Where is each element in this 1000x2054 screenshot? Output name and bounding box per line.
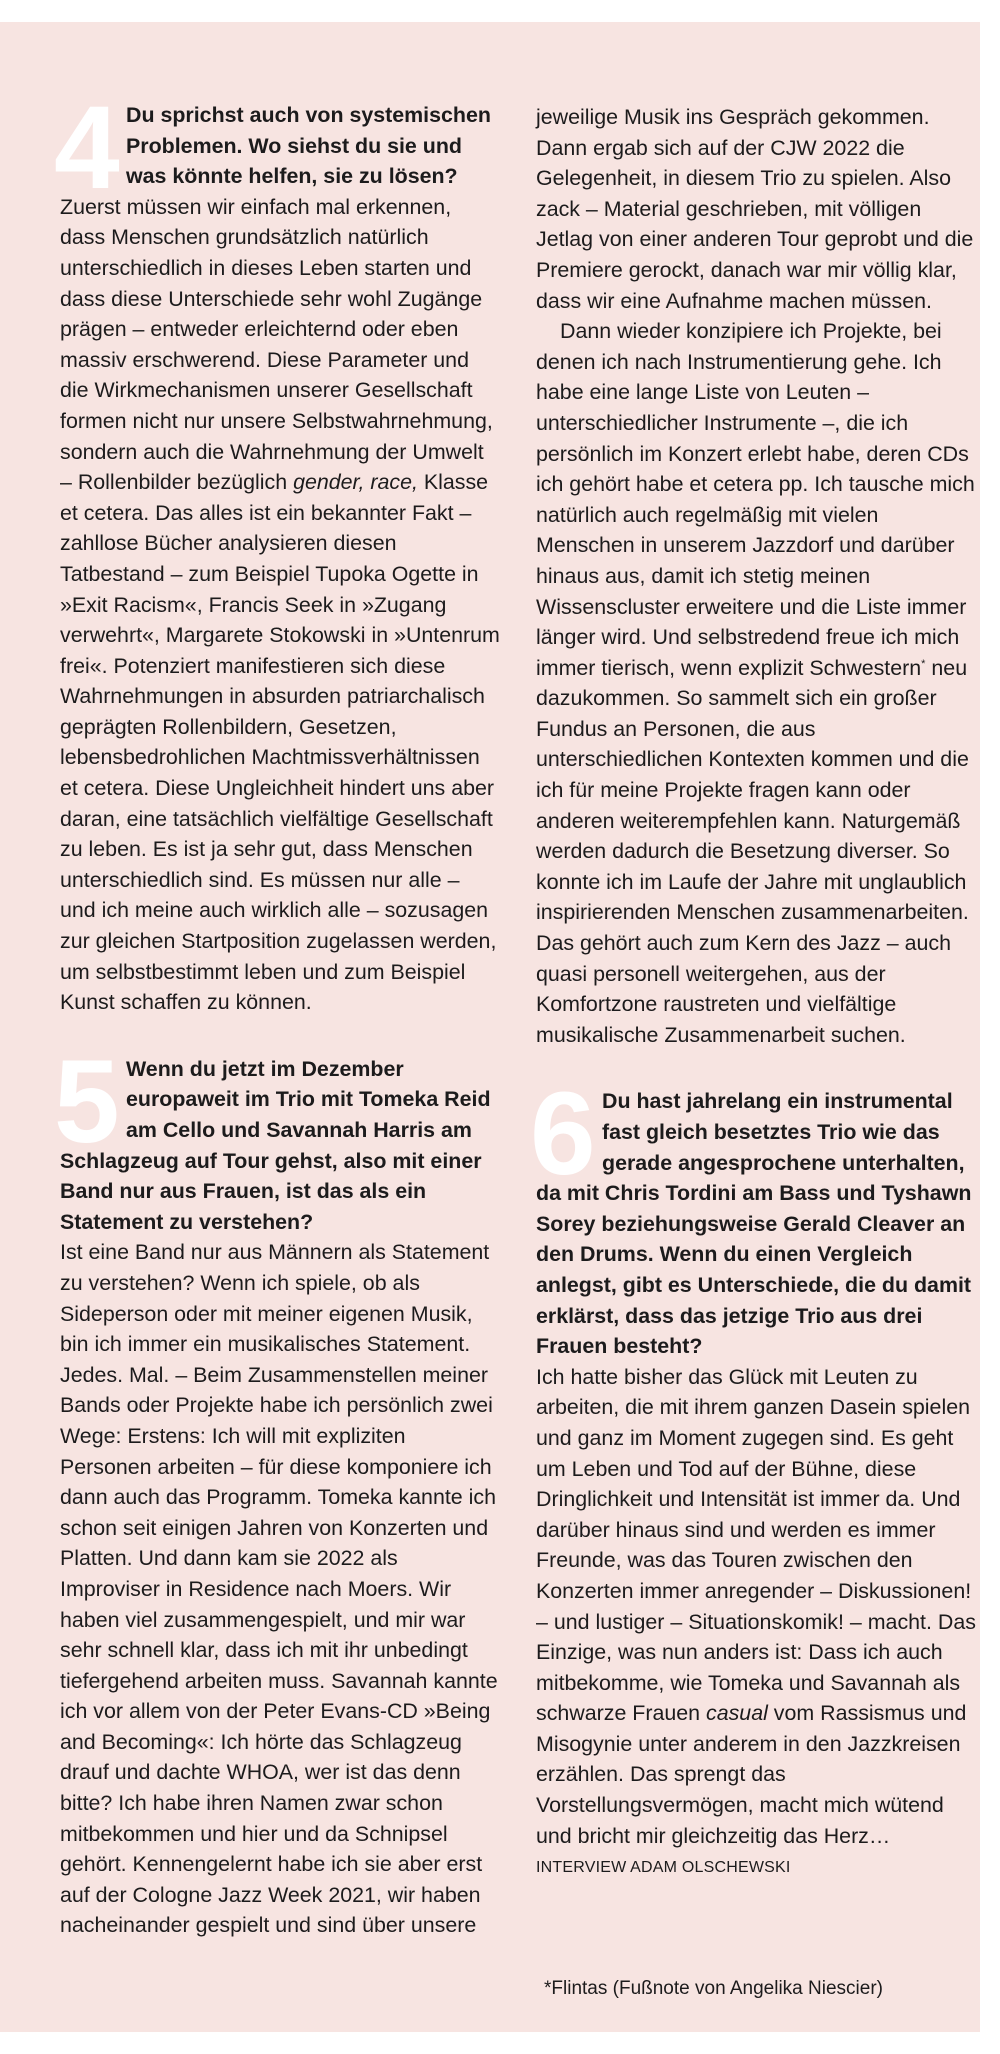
question-5-text: Wenn du jetzt im Dezember europaweit im Trio mit Tomeka Reid am Cello und Savannah Harris am Schlagzeug auf Tour gehst, also mit einer Band nur aus Frauen, ist das als ein Statement zu verstehen? bbox=[60, 1056, 491, 1234]
answer-4: Zuerst müssen wir einfach mal erkennen, dass Menschen grundsätzlich natürlich unterschiedlich in dieses Leben starten und dass diese Unterschiede sehr wohl Zugänge prägen – entweder erleichternd oder eben massiv erschwerend. Diese Parameter und die Wirkmechanismen unserer Gesellschaft formen nicht nur unsere Selbstwahrnehmung, sondern auch die Wahrnehmung der Umwelt – Rollenbilder bezüglich gender, race, Klasse et cetera. Das alles ist ein bekannter Fakt – zahllose Bücher analysieren diesen Tatbestand – zum Beispiel Tupoka Ogette in »Exit Racism«, Francis Seek in »Zugang verwehrt«, Margarete Stokowski in »Untenrum frei«. Potenziert manifestieren sich diese Wahrnehmungen in absurden patriarchalisch geprägten Rollenbildern, Gesetzen, lebensbedrohlichen Machtmissverhältnissen et cetera. Diese Ungleichheit hindert uns aber daran, eine tatsächlich vielfältige Gesellschaft zu leben. Es ist ja sehr gut, dass Menschen unterschiedlich sind. Es müssen nur alle – und ich meine auch wirklich alle – sozusagen zur gleichen Startposition zugelassen werden, um selbstbestimmt leben und zum Beispiel Kunst schaffen zu können. bbox=[60, 194, 500, 1015]
question-4-text: Du sprichst auch von systemischen Problemen. Wo siehst du sie und was könnte helfen, sie zu lösen? bbox=[126, 103, 491, 189]
question-number-4: 4 bbox=[54, 82, 120, 214]
answer-5-continued: jeweilige Musik ins Gespräch gekommen. Dann ergab sich auf der CJW 2022 die Gelegenheit, in diesem Trio zu spielen. Also zack – Material geschrieben, mit völligen Jetlag von einer anderen Tour geprobt und die Premiere gerockt, danach war mir völlig klar, dass wir eine Aufnahme machen müssen. bbox=[536, 105, 974, 313]
question-block-6 bbox=[530, 1068, 976, 1883]
footnote: *Flintas (Fußnote von Angelika Niescier) bbox=[544, 1978, 883, 1999]
answer-4-italic: gender, race, bbox=[293, 470, 418, 495]
footnote-marker: * bbox=[921, 657, 926, 670]
answer-5: Ist eine Band nur aus Männern als Statement zu verstehen? Wenn ich spiele, ob als Sideperson oder mit meiner eigenen Musik, bin ich immer ein musikalisches Statement. Jedes. Mal. – Beim Zusammenstellen meiner Bands oder Projekte habe ich persönlich zwei Wege: Erstens: Ich will mit expliziten Personen arbeiten – für diese komponiere ich dann auch das Programm. Tomeka kannte ich schon seit einigen Jahren von Konzerten und Platten. Und dann kam sie 2022 als Improviser in Residence nach Moers. Wir haben viel zusammengespielt, und mir war sehr schnell klar, dass ich mit ihr unbedingt tiefergehend arbeiten muss. Savannah kannte ich vor allem von der Peter Evans-CD »Being and Becoming«: Ich hörte das Schlagzeug drauf und dachte WHOA, wer ist das denn bitte? Ich habe ihren Namen zwar schon mitbekommen und hier und da Schnipsel gehört. Kennengelernt habe ich sie aber erst auf der Cologne Jazz Week 2021, wir haben nacheinander gespielt und sind über unsere bbox=[60, 1240, 498, 1938]
left-column bbox=[54, 82, 500, 1941]
question-6-text: Du hast jahrelang ein instrumental fast gleich besetztes Trio wie das gerade angesprochene unterhalten, da mit Chris Tordini am Bass und Tyshawn Sorey beziehungsweise Gerald Cleaver an den Drums. Wenn du einen Vergleich anlegst, gibt es Unterschiede, die du damit erklärst, dass das jetzige Trio aus drei Frauen besteht? bbox=[536, 1089, 972, 1359]
question-number-6: 6 bbox=[530, 1068, 596, 1201]
right-column bbox=[530, 102, 976, 1884]
answer-6-italic: casual bbox=[706, 1701, 768, 1726]
magazine-page bbox=[0, 22, 980, 2032]
question-block-4 bbox=[54, 82, 500, 1018]
question-block-5 bbox=[54, 1035, 500, 1941]
answer-6: Ich hatte bisher das Glück mit Leuten zu arbeiten, die mit ihrem ganzen Dasein spielen und ganz im Moment zugegen sind. Es geht um Leben und Tod auf der Bühne, diese Dringlichkeit und Intensität ist immer da. Und darüber hinaus sind und werden es immer Freunde, was das Touren zwischen den Konzerten immer anregender – Diskussionen! – und lustiger – Situationskomik! – macht. Das Einzige, was nun anders ist: Dass ich auch mitbekomme, wie Tomeka und Savannah als schwarze Frauen casual vom Rassismus und Misogynie unter anderem in den Jazzkreisen erzählen. Das sprengt das Vorstellungsvermögen, macht mich wütend und bricht mir gleichzeitig das Herz… bbox=[536, 1364, 976, 1848]
answer-5-paragraph-2: Dann wieder konzipiere ich Projekte, bei denen ich nach Instrumentierung gehe. Ich habe eine lange Liste von Leuten – unterschiedlicher Instrumente –, die ich persönlich im Konzert erlebt habe, deren CDs ich gehört habe et cetera pp. Ich tausche mich natürlich auch regelmäßig mit vielen Menschen in unserem Jazzdorf und darüber hinaus aus, damit ich stetig meinen Wissenscluster erweitere und die Liste immer länger wird. Und selbstredend freue ich mich immer tierisch, wenn explizit Schwestern* neu dazukommen. So sammelt sich ein großer Fundus an Personen, die aus unterschiedlichen Kontexten kommen und die ich für meine Projekte fragen kann oder anderen weiterempfehlen kann. Naturgemäß werden dadurch die Besetzung diverser. So konnte ich im Laufe der Jahre mit unglaublich inspirierenden Menschen zusammenarbeiten. Das gehört auch zum Kern des Jazz – auch quasi personell weitergehen, aus der Komfortzone raustreten und vielfältige musikalische Zusammenarbeit suchen. bbox=[536, 319, 975, 1047]
interview-credit: INTERVIEW ADAM OLSCHEWSKI bbox=[536, 1859, 791, 1877]
question-number-5: 5 bbox=[54, 1035, 120, 1168]
